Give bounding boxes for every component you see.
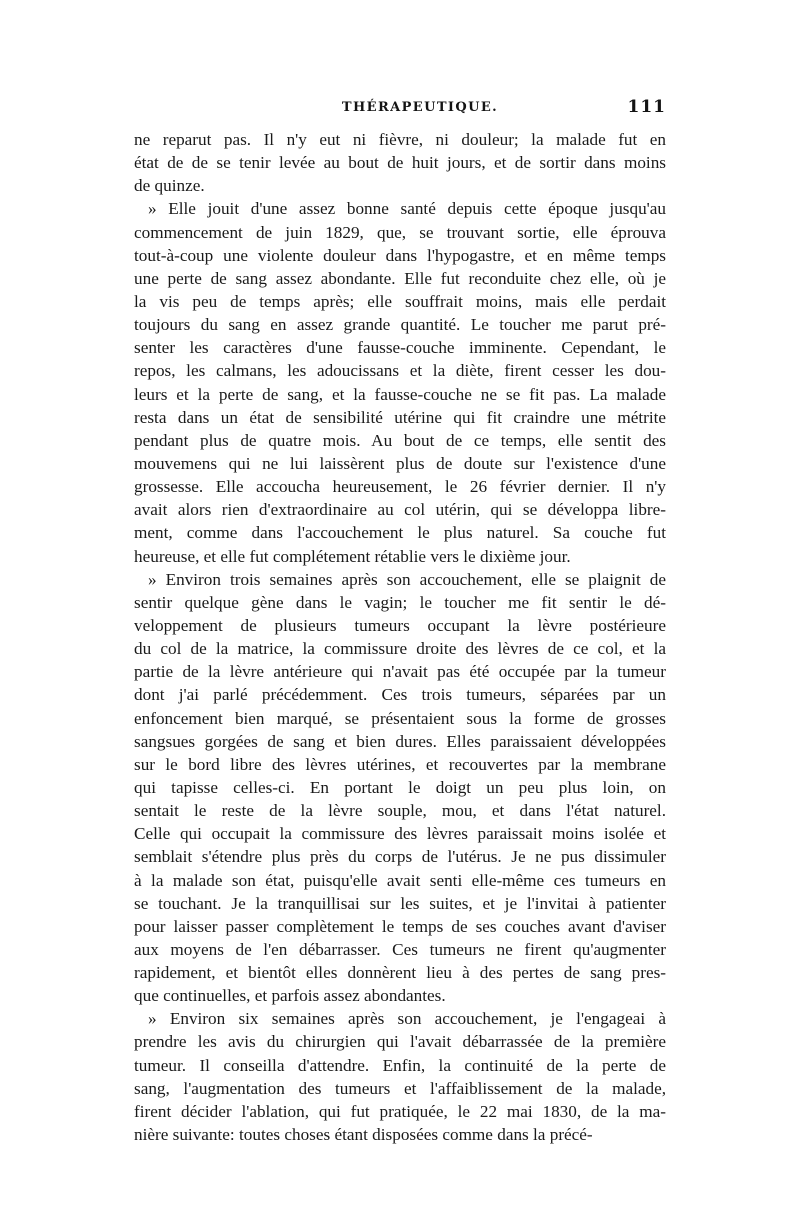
text-line: firent décider l'ablation, qui fut pratiquée, le 22 mai 1830, de la ma- <box>134 1101 666 1121</box>
paragraph <box>134 568 666 1008</box>
text-line: commencement de juin 1829, que, se trouvant sortie, elle éprouva <box>134 222 666 242</box>
text-line: sentait le reste de la lèvre souple, mou, et dans l'état naturel. <box>134 801 666 821</box>
text-line: enfoncement bien marqué, se présentaient sous la forme de grosses <box>134 708 666 728</box>
text-line: heureuse, et elle fut complétement rétablie vers le dixième jour. <box>134 546 571 566</box>
text-line: tumeur. Il conseilla d'attendre. Enfin, la continuité de la perte de <box>134 1055 666 1075</box>
text-line: » Environ six semaines après son accouchement, je l'engageai à <box>148 1009 666 1029</box>
text-line: ment, comme dans l'accouchement le plus naturel. Sa couche fut <box>134 523 666 543</box>
text-line: grossesse. Elle accoucha heureusement, le 26 février dernier. Il n'y <box>134 477 666 497</box>
text-line: sangsues gorgées de sang et bien dures. Elles paraissaient développées <box>134 731 666 751</box>
text-line: veloppement de plusieurs tumeurs occupant la lèvre postérieure <box>134 615 666 635</box>
text-line: se touchant. Je la tranquillisai sur les suites, et je l'invitai à patienter <box>134 893 666 913</box>
text-line: à la malade son état, puisqu'elle avait senti elle-même ces tumeurs en <box>134 870 666 890</box>
text-line: du col de la matrice, la commissure droite des lèvres de ce col, et la <box>134 639 666 659</box>
running-head <box>134 97 666 121</box>
text-line: prendre les avis du chirurgien qui l'avait débarrassée de la première <box>134 1032 666 1052</box>
text-line: que continuelles, et parfois assez abondantes. <box>134 986 446 1006</box>
text-line: mouvemens qui ne lui laissèrent plus de doute sur l'existence d'une <box>134 453 666 473</box>
text-line: » Environ trois semaines après son accouchement, elle se plaignit de <box>148 569 666 589</box>
text-line: aux moyens de l'en débarrasser. Ces tumeurs ne firent qu'augmenter <box>134 939 666 959</box>
text-line: sur le bord libre des lèvres utérines, et recouvertes par la membrane <box>134 754 666 774</box>
text-line: avait alors rien d'extraordinaire au col utérin, qui se développa libre- <box>134 500 666 520</box>
text-line: » Elle jouit d'une assez bonne santé depuis cette époque jusqu'au <box>148 199 666 219</box>
text-line: état de de se tenir levée au bout de huit jours, et de sortir dans moins <box>134 153 666 173</box>
text-line: repos, les calmans, les adoucissans et la diète, firent cesser les dou- <box>134 361 666 381</box>
text-line: resta dans un état de sensibilité utérine qui fit craindre une métrite <box>134 407 666 427</box>
text-line: senter les caractères d'une fausse-couche imminente. Cependant, le <box>134 338 666 358</box>
text-line: pour laisser passer complètement le temps de ses couches avant d'aviser <box>134 916 666 936</box>
text-line: une perte de sang assez abondante. Elle fut reconduite chez elle, où je <box>134 268 666 288</box>
text-line: dont j'ai parlé précédemment. Ces trois tumeurs, séparées par un <box>134 685 666 705</box>
text-line: pendant plus de quatre mois. Au bout de ce temps, elle sentit des <box>134 430 666 450</box>
text-line: qui tapisse celles-ci. En portant le doigt un peu plus loin, on <box>134 777 666 797</box>
text-line: ne reparut pas. Il n'y eut ni fièvre, ni douleur; la malade fut en <box>134 130 666 149</box>
running-title: THÉRAPEUTIQUE. <box>341 100 499 115</box>
text-line: rapidement, et bientôt elles donnèrent lieu à des pertes de sang pres- <box>134 963 666 983</box>
page-number: 111 <box>627 97 666 117</box>
text-line: de quinze. <box>134 176 205 196</box>
text-line: sentir quelque gène dans le vagin; le toucher me fit sentir le dé- <box>134 592 666 612</box>
paragraph <box>134 1007 666 1146</box>
text-line: semblait s'étendre plus près du corps de l'utérus. Je ne pus dissimuler <box>134 847 666 867</box>
text-line: leurs et la perte de sang, et la fausse-couche ne se fit pas. La malade <box>134 384 666 404</box>
text-line: partie de la lèvre antérieure qui n'avait pas été occupée par la tumeur <box>134 662 666 682</box>
text-line: la vis peu de temps après; elle souffrait moins, mais elle perdait <box>134 291 666 311</box>
body-text <box>134 128 666 1146</box>
text-line: nière suivante: toutes choses étant disposées comme dans la précé- <box>134 1125 593 1145</box>
text-line: tout-à-coup une violente douleur dans l'hypogastre, et en même temps <box>134 245 666 265</box>
text-line: toujours du sang en assez grande quantité. Le toucher me parut pré- <box>134 315 666 335</box>
text-line: sang, l'augmentation des tumeurs et l'affaiblissement de la malade, <box>134 1078 666 1098</box>
text-line: Celle qui occupait la commissure des lèvres paraissait moins isolée et <box>134 824 666 844</box>
paragraph <box>134 197 666 567</box>
paragraph <box>134 128 666 197</box>
